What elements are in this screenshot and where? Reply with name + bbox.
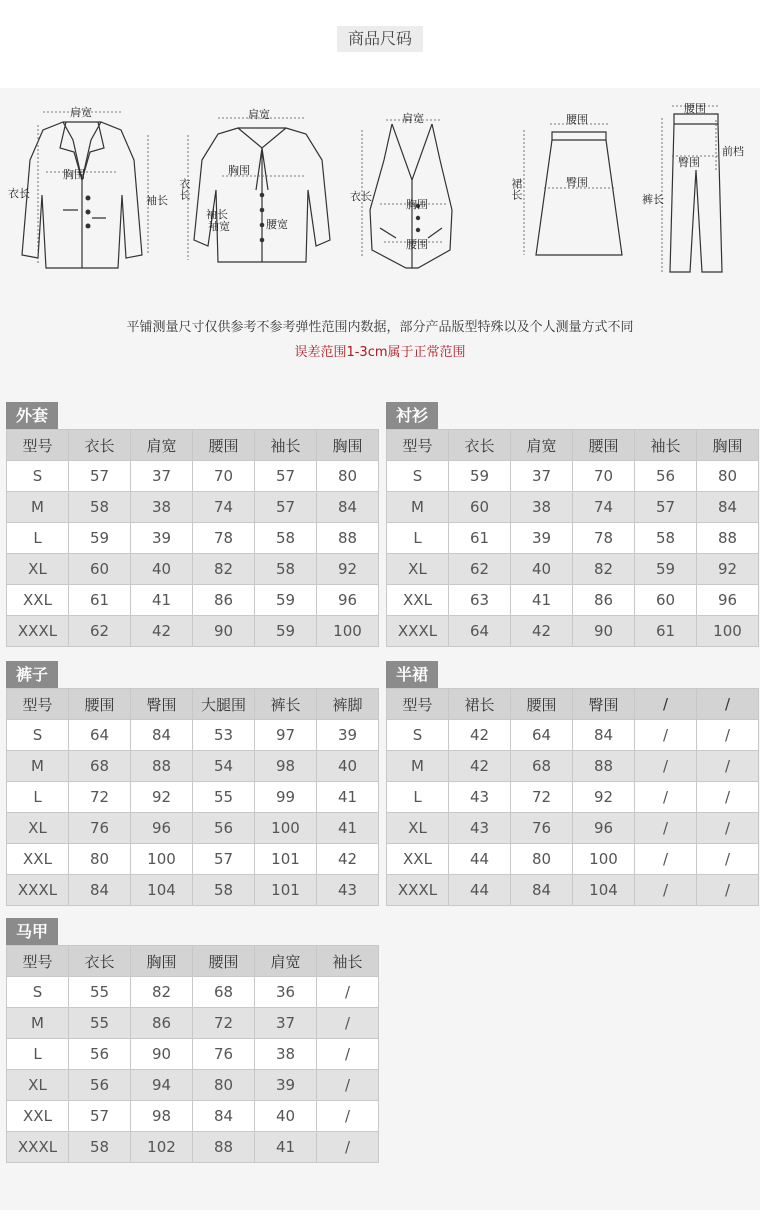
table-cell: 72 (511, 782, 573, 813)
vest-label-waist: 腰围 (406, 238, 428, 251)
size-table (6, 945, 379, 1163)
table-cell: 55 (69, 977, 131, 1008)
table-cell: 59 (255, 616, 317, 647)
table-cell: 43 (449, 782, 511, 813)
table-cell: 102 (131, 1132, 193, 1163)
table-category-label: 马甲 (6, 918, 58, 945)
table-cell: S (7, 977, 69, 1008)
table-cell: 59 (449, 461, 511, 492)
table-cell: XXL (7, 1101, 69, 1132)
table-row (7, 1039, 379, 1070)
vest-label-shoulder: 肩宽 (402, 112, 424, 125)
table-cell: 62 (69, 616, 131, 647)
table-cell: 80 (697, 461, 759, 492)
table-row (387, 554, 759, 585)
shirt-label-waist: 腰宽 (266, 218, 288, 231)
table-cell: 54 (193, 751, 255, 782)
vest-label-length: 衣长 (350, 190, 372, 203)
pants-label-waist: 腰围 (684, 102, 706, 115)
table-header-cell: 腰围 (69, 689, 131, 720)
table-cell: 60 (635, 585, 697, 616)
table-cell: 78 (573, 523, 635, 554)
jacket-label-shoulder: 肩宽 (70, 106, 92, 119)
table-cell: 55 (69, 1008, 131, 1039)
table-cell: S (387, 720, 449, 751)
table-cell: 72 (69, 782, 131, 813)
table-cell: 57 (193, 844, 255, 875)
table-cell: L (387, 782, 449, 813)
table-header-row (387, 430, 759, 461)
table-cell: 100 (697, 616, 759, 647)
table-header-row (387, 689, 759, 720)
table-cell: / (697, 813, 759, 844)
table-cell: 68 (69, 751, 131, 782)
table-row (387, 492, 759, 523)
pants-diagram (640, 100, 755, 280)
table-cell: 100 (255, 813, 317, 844)
table-header-cell: 型号 (7, 430, 69, 461)
table-cell: 88 (697, 523, 759, 554)
table-cell: 92 (317, 554, 379, 585)
skirt-label-length: 裙长 (510, 178, 523, 200)
size-table (386, 688, 759, 906)
table-header-row (7, 689, 379, 720)
table-row (7, 782, 379, 813)
table-row (7, 720, 379, 751)
table-cell: XXXL (7, 875, 69, 906)
table-cell: 80 (69, 844, 131, 875)
table-cell: 37 (511, 461, 573, 492)
skirt-diagram (502, 100, 622, 270)
table-cell: 84 (317, 492, 379, 523)
table-cell: XXL (7, 585, 69, 616)
table-cell: 58 (193, 875, 255, 906)
table-cell: 42 (449, 720, 511, 751)
table-cell: M (7, 751, 69, 782)
table-row (7, 616, 379, 647)
table-cell: XL (387, 554, 449, 585)
table-cell: 58 (255, 554, 317, 585)
table-header-cell: 衣长 (449, 430, 511, 461)
table-header-cell: 型号 (387, 689, 449, 720)
table-row (387, 585, 759, 616)
skirt-label-hip: 臀围 (566, 176, 588, 189)
table-cell: 56 (193, 813, 255, 844)
table-cell: 88 (317, 523, 379, 554)
table-cell: / (697, 875, 759, 906)
table-cell: 41 (131, 585, 193, 616)
table-cell: 61 (635, 616, 697, 647)
table-cell: 59 (69, 523, 131, 554)
table-cell: 76 (193, 1039, 255, 1070)
table-cell: 39 (317, 720, 379, 751)
table-cell: 68 (193, 977, 255, 1008)
table-cell: 42 (511, 616, 573, 647)
table-cell: / (317, 1070, 379, 1101)
table-row (7, 492, 379, 523)
table-cell: 84 (573, 720, 635, 751)
table-cell: / (635, 782, 697, 813)
table-header-row (7, 430, 379, 461)
table-cell: 58 (69, 492, 131, 523)
measurement-note: 平铺测量尺寸仅供参考不参考弹性范围内数据，部分产品版型特殊以及个人测量方式不同 (126, 320, 634, 335)
table-row (387, 616, 759, 647)
table-cell: 41 (317, 813, 379, 844)
table-cell: 100 (131, 844, 193, 875)
table-header-cell: 裤脚 (317, 689, 379, 720)
table-cell: XXXL (7, 1132, 69, 1163)
table-row (7, 554, 379, 585)
table-header-cell: 肩宽 (255, 946, 317, 977)
table-row (7, 813, 379, 844)
table-row (387, 751, 759, 782)
table-cell: 39 (131, 523, 193, 554)
table-cell: / (697, 844, 759, 875)
table-cell: / (635, 875, 697, 906)
table-cell: 100 (317, 616, 379, 647)
table-cell: XXXL (387, 616, 449, 647)
table-cell: 86 (573, 585, 635, 616)
table-cell: 44 (449, 875, 511, 906)
table-cell: 88 (573, 751, 635, 782)
table-cell: 97 (255, 720, 317, 751)
size-table (6, 429, 379, 647)
table-header-cell: 臀围 (131, 689, 193, 720)
table-cell: 41 (255, 1132, 317, 1163)
table-cell: 94 (131, 1070, 193, 1101)
table-row (7, 875, 379, 906)
table-cell: 101 (255, 875, 317, 906)
table-cell: / (697, 720, 759, 751)
size-table-block (386, 402, 759, 647)
table-header-cell: 裙长 (449, 689, 511, 720)
table-cell: 84 (69, 875, 131, 906)
table-cell: / (697, 782, 759, 813)
table-cell: XXL (387, 585, 449, 616)
table-header-cell: 腰围 (193, 946, 255, 977)
table-header-cell: 衣长 (69, 430, 131, 461)
skirt-label-waist: 腰围 (566, 113, 588, 126)
table-cell: 84 (193, 1101, 255, 1132)
table-cell: 57 (69, 1101, 131, 1132)
tolerance-note: 误差范围1-3cm属于正常范围 (294, 345, 466, 360)
table-row (387, 782, 759, 813)
table-header-row (7, 946, 379, 977)
table-cell: 76 (69, 813, 131, 844)
table-cell: 92 (697, 554, 759, 585)
table-row (7, 844, 379, 875)
table-cell: XXXL (7, 616, 69, 647)
table-cell: 64 (511, 720, 573, 751)
page-title: 商品尺码 (337, 26, 423, 52)
table-header-cell: / (697, 689, 759, 720)
table-cell: 88 (193, 1132, 255, 1163)
table-row (387, 523, 759, 554)
table-header-cell: 臀围 (573, 689, 635, 720)
table-cell: 60 (449, 492, 511, 523)
table-cell: 40 (317, 751, 379, 782)
table-header-cell: 型号 (387, 430, 449, 461)
table-cell: 96 (317, 585, 379, 616)
table-row (387, 461, 759, 492)
table-cell: XXL (387, 844, 449, 875)
table-cell: 57 (255, 461, 317, 492)
table-cell: 57 (635, 492, 697, 523)
vest-diagram (350, 100, 480, 270)
table-header-cell: 腰围 (193, 430, 255, 461)
table-category-label: 外套 (6, 402, 58, 429)
table-cell: 96 (697, 585, 759, 616)
table-cell: 41 (317, 782, 379, 813)
table-cell: 80 (317, 461, 379, 492)
table-cell: / (635, 751, 697, 782)
table-cell: 41 (511, 585, 573, 616)
table-cell: 38 (131, 492, 193, 523)
table-cell: 39 (255, 1070, 317, 1101)
table-cell: / (317, 1132, 379, 1163)
table-category-label: 半裙 (386, 661, 438, 688)
table-cell: 37 (255, 1008, 317, 1039)
table-cell: 84 (697, 492, 759, 523)
table-cell: / (317, 1008, 379, 1039)
table-cell: / (635, 720, 697, 751)
table-cell: L (7, 523, 69, 554)
table-cell: 53 (193, 720, 255, 751)
table-cell: 40 (511, 554, 573, 585)
table-cell: 58 (255, 523, 317, 554)
table-cell: 86 (193, 585, 255, 616)
table-cell: 60 (69, 554, 131, 585)
table-cell: 42 (131, 616, 193, 647)
table-cell: XXL (7, 844, 69, 875)
table-cell: XL (387, 813, 449, 844)
table-row (7, 585, 379, 616)
table-cell: XL (7, 1070, 69, 1101)
table-cell: / (635, 813, 697, 844)
table-row (7, 1070, 379, 1101)
table-cell: 58 (635, 523, 697, 554)
table-cell: 42 (449, 751, 511, 782)
size-table-block (6, 661, 379, 906)
table-cell: 40 (131, 554, 193, 585)
table-cell: S (387, 461, 449, 492)
table-row (7, 1132, 379, 1163)
table-header-cell: 衣长 (69, 946, 131, 977)
table-cell: 72 (193, 1008, 255, 1039)
table-header-cell: / (635, 689, 697, 720)
table-category-label: 衬衫 (386, 402, 438, 429)
table-header-cell: 袖长 (255, 430, 317, 461)
table-cell: 61 (69, 585, 131, 616)
table-cell: 92 (131, 782, 193, 813)
table-cell: 78 (193, 523, 255, 554)
table-cell: 104 (131, 875, 193, 906)
table-row (7, 977, 379, 1008)
table-header-cell: 肩宽 (131, 430, 193, 461)
table-cell: 38 (511, 492, 573, 523)
table-cell: 104 (573, 875, 635, 906)
table-cell: XL (7, 813, 69, 844)
jacket-diagram (8, 100, 168, 270)
table-cell: 56 (69, 1070, 131, 1101)
table-cell: 57 (69, 461, 131, 492)
table-header-cell: 袖长 (635, 430, 697, 461)
table-cell: 59 (635, 554, 697, 585)
pants-label-rise: 前档 (722, 145, 744, 158)
table-cell: 55 (193, 782, 255, 813)
table-cell: 82 (131, 977, 193, 1008)
table-cell: 100 (573, 844, 635, 875)
shirt-label-shoulder: 肩宽 (248, 108, 270, 121)
table-cell: 56 (69, 1039, 131, 1070)
table-cell: M (7, 1008, 69, 1039)
size-table-block (6, 918, 379, 1163)
table-header-cell: 腰围 (573, 430, 635, 461)
table-row (7, 1101, 379, 1132)
table-cell: 88 (131, 751, 193, 782)
table-header-cell: 胸围 (317, 430, 379, 461)
table-row (387, 813, 759, 844)
table-cell: 74 (573, 492, 635, 523)
table-cell: 82 (573, 554, 635, 585)
table-row (387, 720, 759, 751)
table-cell: 80 (193, 1070, 255, 1101)
table-cell: 86 (131, 1008, 193, 1039)
size-table (386, 429, 759, 647)
table-header-cell: 胸围 (131, 946, 193, 977)
table-cell: XL (7, 554, 69, 585)
table-cell: 70 (193, 461, 255, 492)
table-cell: 62 (449, 554, 511, 585)
table-cell: 74 (193, 492, 255, 523)
table-cell: 58 (69, 1132, 131, 1163)
table-cell: 43 (449, 813, 511, 844)
table-cell: XXXL (387, 875, 449, 906)
table-cell: 36 (255, 977, 317, 1008)
table-cell: 37 (131, 461, 193, 492)
table-row (7, 1008, 379, 1039)
table-cell: 90 (193, 616, 255, 647)
measurement-diagrams (0, 100, 760, 290)
table-cell: S (7, 720, 69, 751)
table-row (387, 844, 759, 875)
table-category-label: 裤子 (6, 661, 58, 688)
table-cell: 56 (635, 461, 697, 492)
table-cell: 98 (255, 751, 317, 782)
table-header-cell: 肩宽 (511, 430, 573, 461)
table-cell: S (7, 461, 69, 492)
table-row (7, 461, 379, 492)
pants-label-hip: 臀围 (678, 156, 700, 169)
table-cell: 90 (131, 1039, 193, 1070)
shirt-label-sleeve-width: 袖宽 (208, 220, 230, 233)
table-cell: 96 (131, 813, 193, 844)
size-table-block (386, 661, 759, 906)
table-cell: / (317, 1101, 379, 1132)
table-header-cell: 袖长 (317, 946, 379, 977)
table-row (7, 523, 379, 554)
shirt-diagram (170, 100, 340, 270)
table-cell: 43 (317, 875, 379, 906)
table-row (7, 751, 379, 782)
table-header-cell: 裤长 (255, 689, 317, 720)
table-cell: 92 (573, 782, 635, 813)
table-cell: 38 (255, 1039, 317, 1070)
table-header-cell: 型号 (7, 689, 69, 720)
table-cell: 99 (255, 782, 317, 813)
table-cell: 59 (255, 585, 317, 616)
table-row (387, 875, 759, 906)
table-cell: 82 (193, 554, 255, 585)
table-cell: 61 (449, 523, 511, 554)
table-cell: M (387, 751, 449, 782)
table-cell: L (7, 782, 69, 813)
table-header-cell: 型号 (7, 946, 69, 977)
table-cell: / (635, 844, 697, 875)
table-cell: / (317, 1039, 379, 1070)
table-cell: L (387, 523, 449, 554)
table-cell: 63 (449, 585, 511, 616)
table-cell: 39 (511, 523, 573, 554)
table-cell: 76 (511, 813, 573, 844)
table-cell: 80 (511, 844, 573, 875)
table-cell: 96 (573, 813, 635, 844)
table-cell: 90 (573, 616, 635, 647)
shirt-label-length: 衣长 (178, 178, 191, 200)
pants-label-length: 裤长 (642, 193, 664, 206)
jacket-label-length: 衣长 (8, 187, 30, 200)
table-cell: 101 (255, 844, 317, 875)
shirt-label-sleeve: 袖长 (206, 208, 228, 221)
table-header-cell: 腰围 (511, 689, 573, 720)
size-table (6, 688, 379, 906)
table-cell: 42 (317, 844, 379, 875)
table-cell: 40 (255, 1101, 317, 1132)
shirt-label-chest: 胸围 (228, 164, 250, 177)
table-cell: L (7, 1039, 69, 1070)
table-cell: M (7, 492, 69, 523)
jacket-label-sleeve: 袖长 (146, 194, 168, 207)
table-header-cell: 大腿围 (193, 689, 255, 720)
table-header-cell: 胸围 (697, 430, 759, 461)
vest-label-chest: 胸围 (406, 198, 428, 211)
table-cell: 57 (255, 492, 317, 523)
jacket-label-chest: 胸围 (63, 168, 85, 181)
table-cell: 84 (511, 875, 573, 906)
table-cell: 70 (573, 461, 635, 492)
table-cell: / (697, 751, 759, 782)
table-cell: 84 (131, 720, 193, 751)
table-cell: M (387, 492, 449, 523)
table-cell: / (317, 977, 379, 1008)
table-cell: 68 (511, 751, 573, 782)
table-cell: 64 (449, 616, 511, 647)
table-cell: 98 (131, 1101, 193, 1132)
table-cell: 64 (69, 720, 131, 751)
table-cell: 44 (449, 844, 511, 875)
size-table-block (6, 402, 379, 647)
